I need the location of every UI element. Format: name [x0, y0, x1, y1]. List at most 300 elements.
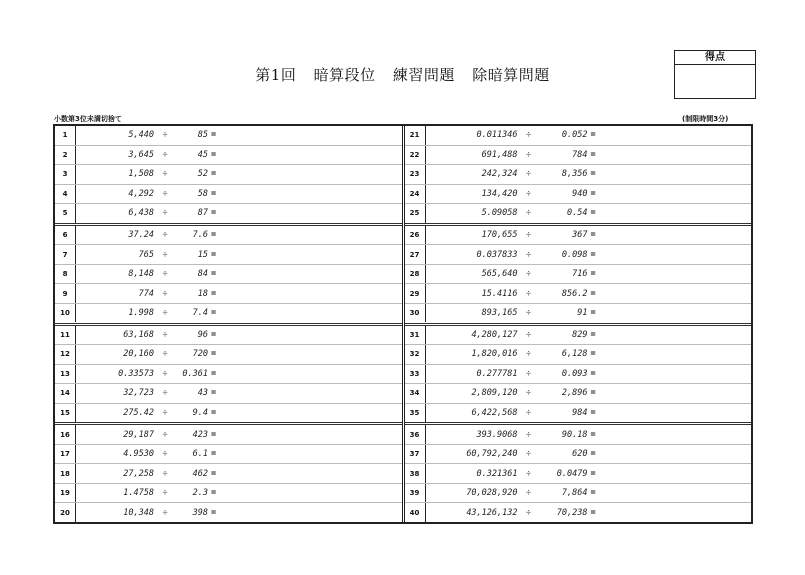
divide-sign: ÷	[525, 388, 532, 399]
problem-expression	[426, 449, 596, 459]
answer-field[interactable]	[596, 384, 751, 403]
problem-row	[55, 384, 402, 404]
problem-block	[405, 326, 752, 426]
divide-sign: ÷	[162, 288, 168, 299]
dividend: 5.09058	[481, 208, 518, 219]
divisor: 90.18	[561, 429, 588, 440]
answer-field[interactable]	[596, 146, 751, 165]
problem-number: 11	[55, 326, 76, 345]
problem-sheet	[53, 124, 753, 524]
equals-sign: =	[590, 488, 596, 499]
title-round: 第1回	[255, 66, 297, 84]
problem-row	[405, 384, 752, 404]
equals-sign: =	[590, 149, 596, 160]
dividend: 4.9530	[123, 449, 154, 460]
equals-sign: =	[211, 230, 217, 241]
divide-sign: ÷	[162, 449, 168, 460]
divide-sign: ÷	[525, 149, 532, 160]
divisor: 0.098	[561, 249, 588, 260]
equals-sign: =	[590, 169, 596, 180]
equals-sign: =	[590, 188, 596, 199]
score-label: 得点	[675, 51, 755, 65]
problem-expression	[426, 230, 596, 240]
problem-row	[405, 304, 752, 323]
problem-block	[405, 226, 752, 326]
equals-sign: =	[211, 468, 217, 479]
dividend: 37.24	[128, 230, 154, 241]
dividend: 0.321361	[476, 468, 518, 479]
rounding-note: 小数第3位未満切捨て	[54, 115, 122, 123]
equals-sign: =	[590, 269, 596, 280]
equals-sign: =	[211, 388, 217, 399]
problem-row	[55, 126, 402, 146]
answer-field[interactable]	[216, 204, 401, 223]
problem-number: 38	[405, 464, 426, 483]
dividend: 134,420	[481, 188, 518, 199]
problem-number: 3	[55, 165, 76, 184]
divisor: 6,128	[561, 349, 588, 360]
problem-expression	[76, 488, 216, 498]
problem-expression	[76, 388, 216, 398]
equals-sign: =	[590, 249, 596, 260]
score-field[interactable]	[675, 65, 755, 98]
equals-sign: =	[590, 507, 596, 518]
answer-field[interactable]	[216, 365, 401, 384]
divide-sign: ÷	[162, 130, 168, 141]
equals-sign: =	[590, 407, 596, 418]
divide-sign: ÷	[162, 249, 168, 260]
problem-number: 40	[405, 503, 426, 522]
answer-field[interactable]	[596, 165, 751, 184]
problem-block	[55, 226, 402, 326]
dividend: 5,440	[128, 130, 154, 141]
problem-expression	[76, 430, 216, 440]
title-category: 暗算段位	[313, 66, 376, 84]
divide-sign: ÷	[162, 349, 168, 360]
equals-sign: =	[211, 130, 217, 141]
time-limit-note: (制限時間3分)	[682, 115, 729, 123]
problem-expression	[426, 150, 596, 160]
divisor: 87	[197, 208, 208, 219]
problem-expression	[76, 130, 216, 140]
answer-field[interactable]	[596, 126, 751, 145]
answer-field[interactable]	[216, 484, 401, 503]
problem-number: 18	[55, 464, 76, 483]
problem-row	[405, 126, 752, 146]
answer-field[interactable]	[596, 284, 751, 303]
answer-field[interactable]	[216, 304, 401, 323]
answer-field[interactable]	[216, 146, 401, 165]
dividend: 691,488	[481, 149, 518, 160]
problem-number: 21	[405, 126, 426, 145]
problem-block	[55, 425, 402, 522]
dividend: 275.42	[123, 407, 154, 418]
equals-sign: =	[211, 449, 217, 460]
divide-sign: ÷	[525, 488, 532, 499]
dividend: 2,809,120	[471, 388, 518, 399]
dividend: 60,792,240	[466, 449, 518, 460]
problem-row	[405, 345, 752, 365]
answer-field[interactable]	[596, 345, 751, 364]
problem-expression	[426, 308, 596, 318]
problem-number: 1	[55, 126, 76, 145]
divide-sign: ÷	[162, 208, 168, 219]
problem-expression	[426, 508, 596, 518]
divisor: 856.2	[561, 288, 588, 299]
divide-sign: ÷	[525, 349, 532, 360]
divide-sign: ÷	[525, 288, 532, 299]
equals-sign: =	[211, 488, 217, 499]
divide-sign: ÷	[525, 449, 532, 460]
dividend: 774	[138, 288, 154, 299]
answer-field[interactable]	[216, 185, 401, 204]
divide-sign: ÷	[162, 488, 168, 499]
equals-sign: =	[211, 308, 217, 319]
problem-row	[55, 165, 402, 185]
problem-expression	[426, 269, 596, 279]
problem-number: 19	[55, 484, 76, 503]
dividend: 43,126,132	[466, 507, 518, 518]
problem-number: 17	[55, 445, 76, 464]
problem-expression	[426, 430, 596, 440]
equals-sign: =	[211, 429, 217, 440]
answer-field[interactable]	[216, 503, 401, 522]
divide-sign: ÷	[162, 407, 168, 418]
problem-row	[55, 464, 402, 484]
problem-number: 6	[55, 226, 76, 245]
equals-sign: =	[590, 388, 596, 399]
dividend: 4,292	[128, 188, 154, 199]
problem-block	[405, 126, 752, 226]
dividend: 20,160	[123, 349, 154, 360]
divisor: 43	[197, 388, 208, 399]
problem-number: 12	[55, 345, 76, 364]
dividend: 4,280,127	[471, 329, 518, 340]
dividend: 6,422,568	[471, 407, 518, 418]
divisor: 720	[192, 349, 208, 360]
dividend: 8,148	[128, 269, 154, 280]
answer-field[interactable]	[216, 425, 401, 444]
problem-row	[55, 284, 402, 304]
answer-field[interactable]	[216, 404, 401, 423]
dividend: 1.4758	[123, 488, 154, 499]
problem-number: 8	[55, 265, 76, 284]
problem-row	[55, 265, 402, 285]
equals-sign: =	[211, 368, 217, 379]
problem-expression	[426, 169, 596, 179]
problem-expression	[426, 349, 596, 359]
divisor: 367	[572, 230, 588, 241]
score-box	[674, 50, 756, 99]
dividend: 0.011346	[476, 130, 518, 141]
divide-sign: ÷	[525, 507, 532, 518]
divisor: 9.4	[192, 407, 208, 418]
problem-row	[405, 185, 752, 205]
answer-field[interactable]	[596, 445, 751, 464]
equals-sign: =	[590, 368, 596, 379]
answer-field[interactable]	[216, 384, 401, 403]
dividend: 3,645	[128, 149, 154, 160]
problem-row	[55, 445, 402, 465]
problem-block	[55, 126, 402, 226]
equals-sign: =	[590, 288, 596, 299]
divide-sign: ÷	[525, 429, 532, 440]
problem-number: 39	[405, 484, 426, 503]
problem-expression	[76, 189, 216, 199]
problem-row	[405, 326, 752, 346]
problem-expression	[76, 169, 216, 179]
problem-expression	[76, 369, 216, 379]
divide-sign: ÷	[525, 130, 532, 141]
divisor: 85	[197, 130, 208, 141]
answer-field[interactable]	[596, 304, 751, 323]
divide-sign: ÷	[162, 329, 168, 340]
left-column	[55, 126, 405, 522]
problem-row	[405, 265, 752, 285]
equals-sign: =	[590, 329, 596, 340]
divisor: 398	[192, 507, 208, 518]
problem-row	[405, 204, 752, 223]
divide-sign: ÷	[525, 188, 532, 199]
divide-sign: ÷	[162, 230, 168, 241]
divide-sign: ÷	[525, 468, 532, 479]
divisor: 784	[572, 149, 588, 160]
problem-number: 22	[405, 146, 426, 165]
divide-sign: ÷	[162, 149, 168, 160]
divide-sign: ÷	[525, 249, 532, 260]
problem-number: 24	[405, 185, 426, 204]
problem-expression	[76, 349, 216, 359]
dividend: 0.33573	[118, 368, 154, 379]
problem-row	[55, 245, 402, 265]
problem-expression	[76, 408, 216, 418]
answer-field[interactable]	[596, 365, 751, 384]
divisor: 96	[197, 329, 208, 340]
problem-number: 33	[405, 365, 426, 384]
divisor: 45	[197, 149, 208, 160]
equals-sign: =	[590, 230, 596, 241]
dividend: 893,165	[481, 308, 518, 319]
problem-expression	[426, 488, 596, 498]
dividend: 0.037833	[476, 249, 518, 260]
problem-number: 28	[405, 265, 426, 284]
problem-number: 23	[405, 165, 426, 184]
problem-row	[55, 503, 402, 522]
problem-row	[55, 326, 402, 346]
dividend: 1.998	[128, 308, 154, 319]
equals-sign: =	[590, 429, 596, 440]
problem-number: 35	[405, 404, 426, 423]
dividend: 32,723	[123, 388, 154, 399]
answer-field[interactable]	[596, 484, 751, 503]
answer-field[interactable]	[216, 126, 401, 145]
problem-number: 25	[405, 204, 426, 223]
problem-expression	[76, 508, 216, 518]
divisor: 829	[572, 329, 588, 340]
answer-field[interactable]	[216, 326, 401, 345]
equals-sign: =	[590, 130, 596, 141]
problem-number: 32	[405, 345, 426, 364]
divide-sign: ÷	[162, 169, 168, 180]
problem-expression	[426, 408, 596, 418]
divisor: 0.54	[567, 208, 588, 219]
problem-row	[405, 226, 752, 246]
equals-sign: =	[211, 288, 217, 299]
problem-row	[55, 226, 402, 246]
problem-number: 14	[55, 384, 76, 403]
answer-field[interactable]	[596, 464, 751, 483]
divisor: 0.052	[561, 130, 588, 141]
problem-row	[405, 165, 752, 185]
divisor: 2,896	[561, 388, 588, 399]
dividend: 1,820,016	[471, 349, 518, 360]
problem-expression	[76, 150, 216, 160]
answer-field[interactable]	[216, 226, 401, 245]
problem-row	[405, 464, 752, 484]
problem-expression	[76, 330, 216, 340]
problem-expression	[76, 469, 216, 479]
divide-sign: ÷	[525, 169, 532, 180]
divisor: 7,864	[561, 488, 588, 499]
dividend: 170,655	[481, 230, 518, 241]
divide-sign: ÷	[525, 407, 532, 418]
problem-number: 27	[405, 245, 426, 264]
title-subject: 除暗算問題	[472, 66, 550, 84]
dividend: 393.9068	[476, 429, 518, 440]
divide-sign: ÷	[525, 230, 532, 241]
equals-sign: =	[211, 249, 217, 260]
problem-number: 10	[55, 304, 76, 323]
problem-row	[55, 425, 402, 445]
divide-sign: ÷	[162, 468, 168, 479]
problem-expression	[76, 208, 216, 218]
divide-sign: ÷	[162, 368, 168, 379]
answer-field[interactable]	[216, 464, 401, 483]
answer-field[interactable]	[596, 204, 751, 223]
problem-expression	[426, 130, 596, 140]
answer-field[interactable]	[216, 165, 401, 184]
problem-row	[55, 484, 402, 504]
problem-expression	[426, 330, 596, 340]
answer-field[interactable]	[216, 284, 401, 303]
divisor: 423	[192, 429, 208, 440]
problem-number: 20	[55, 503, 76, 522]
divisor: 2.3	[192, 488, 208, 499]
divide-sign: ÷	[525, 308, 532, 319]
problem-row	[405, 146, 752, 166]
right-column	[405, 126, 752, 522]
divide-sign: ÷	[162, 507, 168, 518]
problem-row	[55, 345, 402, 365]
divisor: 8,356	[561, 169, 588, 180]
divisor: 84	[197, 269, 208, 280]
equals-sign: =	[211, 507, 217, 518]
equals-sign: =	[590, 449, 596, 460]
divisor: 0.0479	[556, 468, 588, 479]
dividend: 15.4116	[481, 288, 518, 299]
answer-field[interactable]	[216, 345, 401, 364]
equals-sign: =	[211, 329, 217, 340]
problem-row	[55, 304, 402, 323]
problem-expression	[426, 369, 596, 379]
equals-sign: =	[211, 149, 217, 160]
problem-row	[55, 404, 402, 423]
problem-row	[405, 245, 752, 265]
divide-sign: ÷	[162, 308, 168, 319]
divisor: 6.1	[192, 449, 208, 460]
dividend: 27,258	[123, 468, 154, 479]
problem-number: 29	[405, 284, 426, 303]
dividend: 6,438	[128, 208, 154, 219]
equals-sign: =	[590, 349, 596, 360]
dividend: 63,168	[123, 329, 154, 340]
answer-field[interactable]	[596, 245, 751, 264]
divide-sign: ÷	[525, 269, 532, 280]
divisor: 716	[572, 269, 588, 280]
equals-sign: =	[211, 349, 217, 360]
problem-number: 31	[405, 326, 426, 345]
answer-field[interactable]	[596, 326, 751, 345]
equals-sign: =	[211, 269, 217, 280]
problem-number: 15	[55, 404, 76, 423]
divide-sign: ÷	[162, 388, 168, 399]
answer-field[interactable]	[216, 265, 401, 284]
problem-number: 7	[55, 245, 76, 264]
problem-row	[55, 365, 402, 385]
dividend: 565,640	[481, 269, 518, 280]
divisor: 620	[572, 449, 588, 460]
answer-field[interactable]	[216, 245, 401, 264]
answer-field[interactable]	[596, 503, 751, 522]
problem-expression	[76, 308, 216, 318]
divisor: 70,238	[556, 507, 588, 518]
problem-expression	[76, 289, 216, 299]
divisor: 15	[197, 249, 208, 260]
answer-field[interactable]	[596, 265, 751, 284]
divide-sign: ÷	[162, 429, 168, 440]
problem-number: 26	[405, 226, 426, 245]
answer-field[interactable]	[596, 226, 751, 245]
problem-row	[55, 204, 402, 223]
problem-number: 34	[405, 384, 426, 403]
problem-expression	[426, 469, 596, 479]
divide-sign: ÷	[525, 329, 532, 340]
divisor: 940	[572, 188, 588, 199]
problem-number: 37	[405, 445, 426, 464]
problem-number: 30	[405, 304, 426, 323]
equals-sign: =	[211, 188, 217, 199]
divisor: 7.4	[192, 308, 208, 319]
dividend: 242,324	[481, 169, 518, 180]
answer-field[interactable]	[596, 185, 751, 204]
problem-expression	[76, 449, 216, 459]
problem-expression	[76, 230, 216, 240]
problem-expression	[76, 269, 216, 279]
problem-row	[55, 146, 402, 166]
equals-sign: =	[211, 407, 217, 418]
divide-sign: ÷	[525, 208, 532, 219]
answer-field[interactable]	[216, 445, 401, 464]
answer-field[interactable]	[596, 404, 751, 423]
problem-row	[55, 185, 402, 205]
divisor: 0.361	[182, 368, 208, 379]
problem-row	[405, 503, 752, 522]
divisor: 7.6	[192, 230, 208, 241]
divisor: 58	[197, 188, 208, 199]
dividend: 70,028,920	[466, 488, 518, 499]
answer-field[interactable]	[596, 425, 751, 444]
problem-number: 5	[55, 204, 76, 223]
